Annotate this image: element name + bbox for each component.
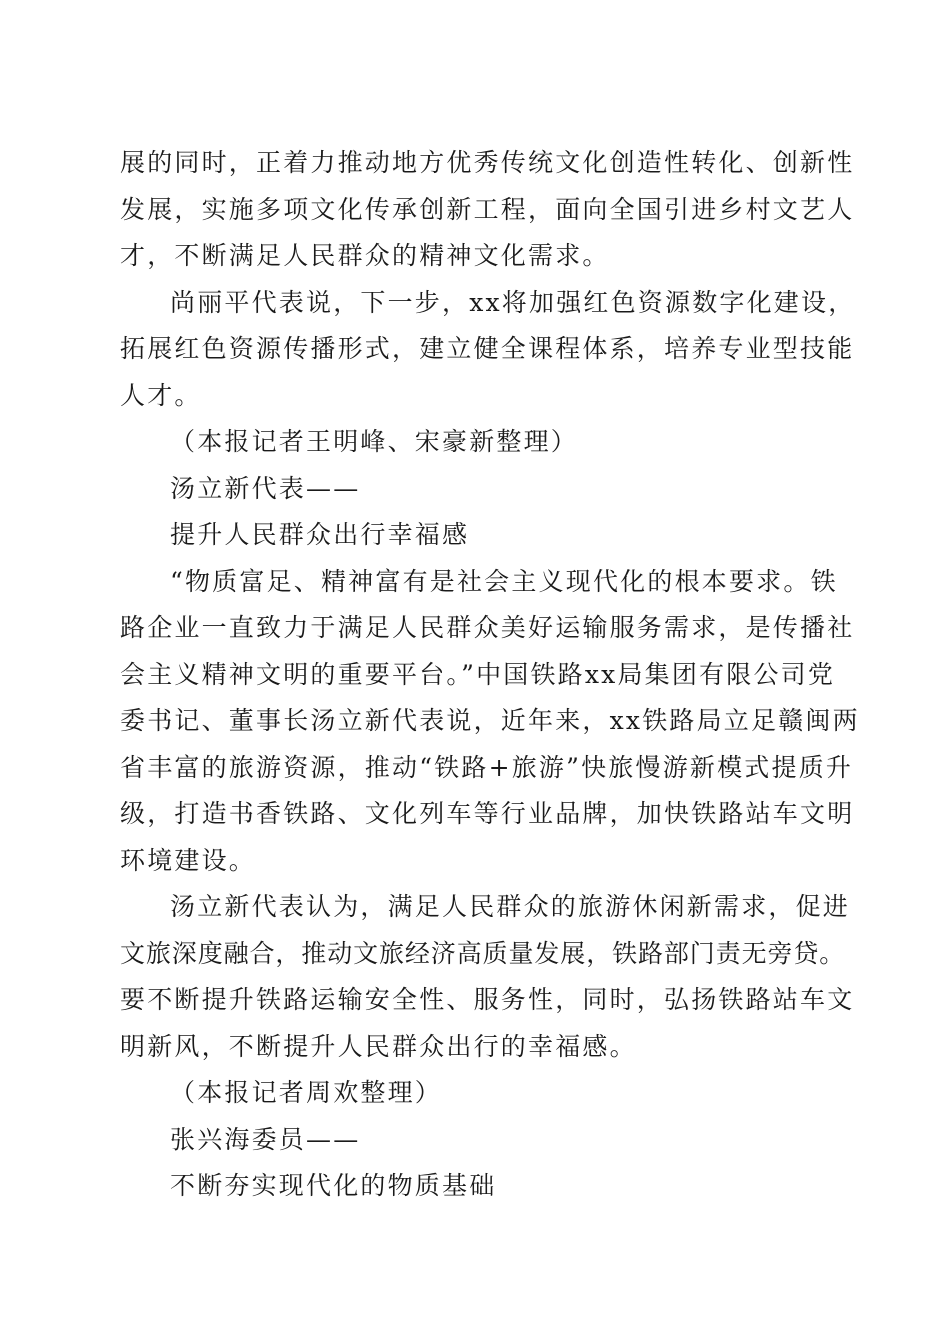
- paragraph-line: 级，打造书香铁路、文化列车等行业品牌，加快铁路站车文明: [120, 799, 855, 828]
- paragraph-line: 才，不断满足人民群众的精神文化需求。: [120, 241, 610, 270]
- paragraph-line: 文旅深度融合，推动文旅经济高质量发展，铁路部门责无旁贷。: [120, 938, 846, 968]
- document-body: [120, 140, 860, 1210]
- paragraph-line: 汤立新代表认为，满足人民群众的旅游休闲新需求，促进: [170, 892, 851, 921]
- section-headline: 提升人民群众出行幸福感: [170, 520, 470, 549]
- paragraph-line: “物质富足、精神富有是社会主义现代化的根本要求。铁: [170, 566, 838, 596]
- reporter-credit: （本报记者周欢整理）: [170, 1078, 443, 1107]
- paragraph-line: 省丰富的旅游资源，推动“铁路+旅游”快旅慢游新模式提质升: [120, 752, 854, 782]
- paragraph-line: 拓展红色资源传播形式，建立健全课程体系，培养专业型技能: [120, 334, 855, 363]
- paragraph-line: 展的同时，正着力推动地方优秀传统文化创造性转化、创新性: [120, 148, 855, 177]
- paragraph-line: 明新风，不断提升人民群众出行的幸福感。: [120, 1031, 637, 1061]
- paragraph-line: 尚丽平代表说，下一步，xx将加强红色资源数字化建设，: [170, 287, 856, 317]
- paragraph-line: 路企业一直致力于满足人民群众美好运输服务需求，是传播社: [120, 613, 855, 642]
- paragraph-line: 会主义精神文明的重要平台。”中国铁路xx局集团有限公司党: [120, 659, 836, 689]
- speaker-heading: 汤立新代表——: [170, 473, 361, 503]
- paragraph-line: 要不断提升铁路运输安全性、服务性，同时，弘扬铁路站车文: [120, 985, 855, 1014]
- paragraph-line: 委书记、董事长汤立新代表说，近年来，xx铁路局立足赣闽两: [120, 706, 860, 735]
- section-headline: 不断夯实现代化的物质基础: [170, 1171, 497, 1200]
- paragraph-line: 人才。: [120, 380, 202, 410]
- paragraph-line: 环境建设。: [120, 845, 257, 875]
- paragraph-line: 发展，实施多项文化传承创新工程，面向全国引进乡村文艺人: [120, 194, 855, 224]
- speaker-heading: 张兴海委员——: [170, 1124, 361, 1154]
- reporter-credit: （本报记者王明峰、宋豪新整理）: [170, 427, 579, 456]
